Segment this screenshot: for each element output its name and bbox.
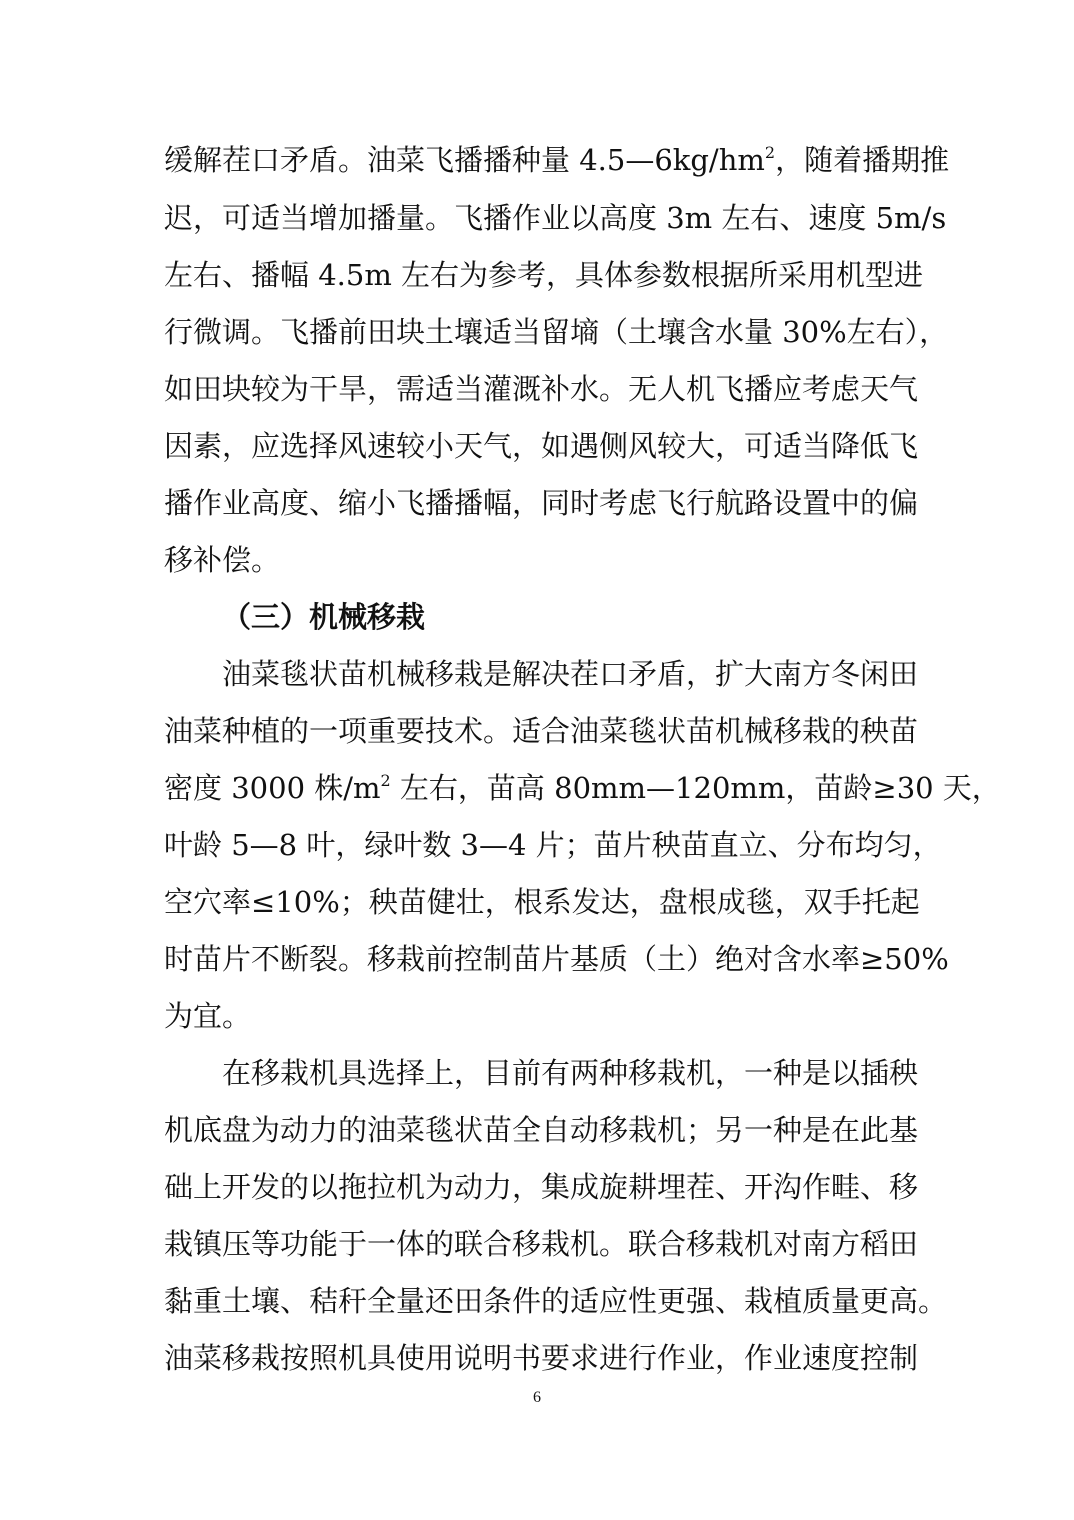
superscript: 2 [380, 771, 391, 790]
text-line: 机底盘为动力的油菜毯状苗全自动移栽机；另一种是在此基 [164, 1113, 919, 1147]
text-line: 左右、播幅 4.5m 左右为参考，具体参数根据所采用机型进 [164, 258, 924, 292]
text-line: 油菜种植的一项重要技术。适合油菜毯状苗机械移栽的秧苗 [164, 714, 919, 748]
text-line: 迟，可适当增加播量。飞播作业以高度 3m 左右、速度 5m/s [164, 201, 947, 235]
text-line: 如田块较为干旱，需适当灌溉补水。无人机飞播应考虑天气 [164, 372, 919, 406]
section-heading: （三）机械移栽 [222, 600, 426, 634]
text-line: 行微调。飞播前田块土壤适当留墒（土壤含水量 30%左右）， [164, 315, 949, 349]
text-line: 栽镇压等功能于一体的联合移栽机。联合移栽机对南方稻田 [164, 1227, 919, 1261]
text-line: 因素，应选择风速较小天气，如遇侧风较大，可适当降低飞 [164, 429, 919, 463]
text-line [164, 140, 950, 180]
text-segment: 缓解茬口矛盾。油菜飞播播种量 4.5—6kg/hm [164, 143, 765, 177]
text-segment: 左右，苗高 80mm—120mm，苗龄≥30 天， [390, 771, 1001, 805]
page-number: 6 [533, 1389, 541, 1406]
text-segment: ，随着播期推 [775, 143, 950, 177]
text-segment: 密度 3000 株/m [164, 771, 381, 805]
text-line: 空穴率≤10%；秧苗健壮，根系发达，盘根成毯，双手托起 [164, 885, 920, 919]
text-line: 黏重土壤、秸秆全量还田条件的适应性更强、栽植质量更高。 [164, 1284, 948, 1318]
text-line: 时苗片不断裂。移栽前控制苗片基质（土）绝对含水率≥50% [164, 942, 949, 976]
text-line: 础上开发的以拖拉机为动力，集成旋耕埋茬、开沟作畦、移 [164, 1170, 919, 1204]
text-line: 油菜毯状苗机械移栽是解决茬口矛盾，扩大南方冬闲田 [222, 657, 919, 691]
text-line: 移补偿。 [164, 543, 281, 577]
superscript: 2 [764, 143, 776, 162]
text-line: 为宜。 [164, 999, 252, 1033]
text-line: 油菜移栽按照机具使用说明书要求进行作业，作业速度控制 [164, 1341, 919, 1375]
text-line [164, 768, 1001, 808]
text-line: 播作业高度、缩小飞播播幅，同时考虑飞行航路设置中的偏 [164, 486, 919, 520]
text-line: 在移栽机具选择上，目前有两种移栽机，一种是以插秧 [222, 1056, 919, 1090]
text-line: 叶龄 5—8 叶，绿叶数 3—4 片；苗片秧苗直立、分布均匀， [164, 828, 942, 862]
